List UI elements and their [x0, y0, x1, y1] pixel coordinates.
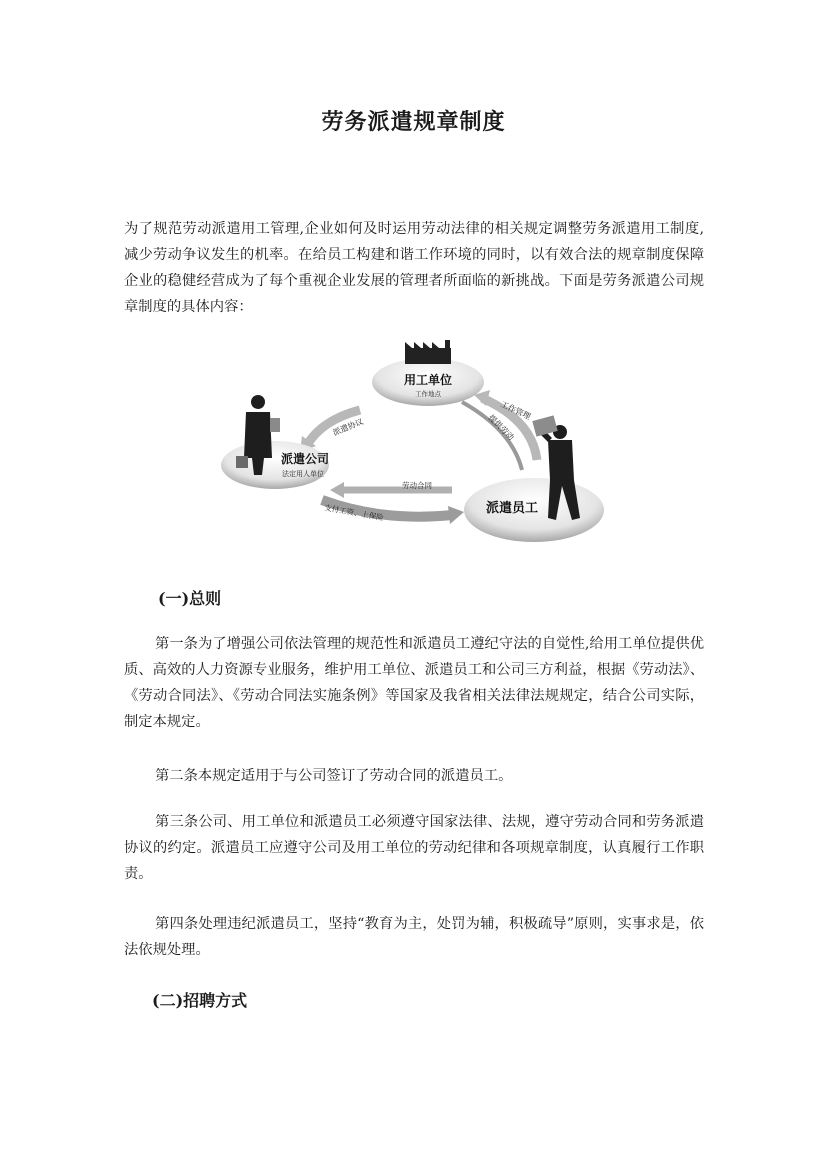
labor-contract-label: 劳动合同: [402, 481, 432, 490]
dispatch-agreement-label: 派遣协议: [331, 416, 365, 438]
diagram-svg: [212, 340, 612, 555]
section1-heading: (一)总则: [158, 589, 222, 608]
employer-label: 用工单位: [403, 373, 453, 387]
factory-icon: [405, 340, 451, 364]
article-1: 第一条为了增强公司依法管理的规范性和派遣员工遵纪守法的自觉性,给用工单位提供优质、高效的人力资源专业服务，维护用工单位、派遣员工和公司三方利益，根据《劳动法》、《劳动合同法》、《劳动合同法实施条例》等国家及我省相关法律法规规定，结合公司实际，制定本规定。: [124, 636, 704, 730]
article-3: 第三条公司、用工单位和派遣员工必须遵守国家法律、法规，遵守劳动合同和劳务派遣协议的约定。派遣员工应遵守公司及用工单位的劳动纪律和各项规章制度，认真履行工作职责。: [124, 814, 704, 882]
employer-sub-label: 工作地点: [415, 390, 441, 398]
worker-label: 派遣员工: [485, 501, 539, 516]
provide-labor-label: 提供劳动: [486, 413, 516, 443]
pay-insurance-label: 支付工资、上保险: [323, 503, 385, 523]
arrow-head-contract: [330, 482, 344, 498]
arrow-head-pay: [448, 506, 464, 524]
article-2: 第二条本规定适用于与公司签订了劳动合同的派遣员工。: [155, 768, 513, 784]
work-management-label: 工作管理: [499, 399, 532, 422]
document-title: 劳务派遣规章制度: [321, 109, 506, 135]
agency-sub-label: 法定用人单位: [282, 470, 324, 478]
article-4: 第四条处理违纪派遣员工，坚持“教育为主，处罚为辅，积极疏导”原则，实事求是，依法依规处理。: [124, 916, 704, 958]
section2-heading: (二)招聘方式: [152, 991, 248, 1010]
dispatch-diagram: [212, 340, 612, 555]
intro-paragraph: 为了规范劳动派遣用工管理,企业如何及时运用劳动法律的相关规定调整劳务派遣用工制度,减少劳动争议发生的机率。在给员工构建和谐工作环境的同时，以有效合法的规章制度保障企业的稳健经营成为了每个重视企业发展的管理者所面临的新挑战。下面是劳务派遣公司规章制度的具体内容：: [124, 221, 704, 315]
agency-label: 派遣公司: [280, 452, 330, 466]
